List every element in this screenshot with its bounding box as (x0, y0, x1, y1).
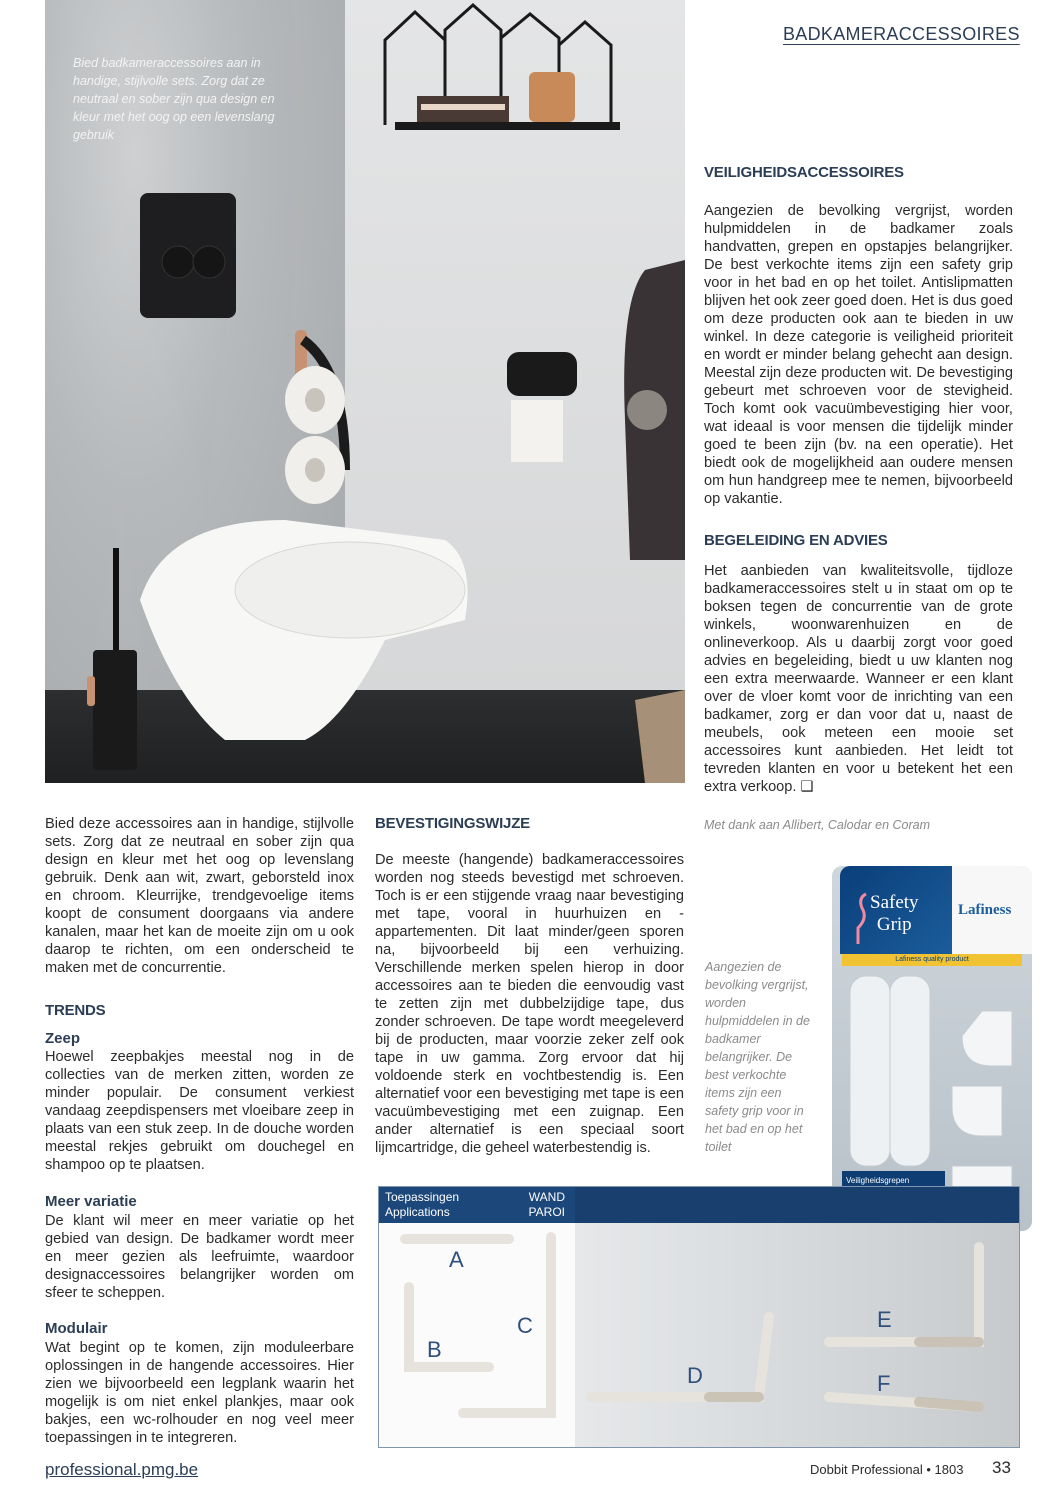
header-wand: WAND (528, 1190, 565, 1204)
bathroom-photo (45, 0, 685, 783)
begeleiding-text: Het aanbieden van kwaliteitsvolle, tijdloze badkameraccessoires stelt u in staat om op te boksen tegen de concurrentie van de grote winkels, woonwarenhuizen en de onlineverkoop. Als u daarbij zorgt voor goed advies en begeleiding, biedt u uw klanten nog een extra meerwaarde. Wanneer er een klant over de vloer komt voor de inrichting van een badkamer, zorg er dan voor dat u, naast de meubels, ook meteen een mooie set accessoires kunt aanbieden. Het leidt tot tevreden klanten en voor u betekent het een extra verkoop. (704, 563, 1013, 795)
veiligheid-heading: VEILIGHEIDSACCESSOIRES (704, 164, 904, 181)
bevestiging-heading: BEVESTIGINGSWIJZE (375, 815, 530, 832)
zeep-text: Hoewel zeepbakjes meestal nog in de collecties van de merken zitten, worden ze minder populair. De consument verkiest vandaag zeepdispensers met vloeibare zeep in plaats van een stuk zeep. In de douche worden meestal rekjes gebruikt om douchegel en shampoo op te plaatsen. (45, 1049, 354, 1173)
header-toepassingen: Toepassingen (385, 1190, 460, 1204)
brand-name: Lafiness (958, 902, 1012, 918)
applications-panel (378, 1186, 1020, 1448)
label-nl: Veiligheidsgrepen (846, 1176, 910, 1185)
header-applications: Applications (385, 1205, 450, 1219)
section-tag: BADKAMERACCESSOIRES (783, 24, 1020, 44)
quality-strip: Lafiness quality product (842, 954, 1022, 966)
letter-a: A (449, 1247, 464, 1272)
letter-c: C (517, 1313, 533, 1338)
photo-caption: Bied badkameraccessoires aan in handige, stijlvolle sets. Zorg dat ze neutraal en sober zijn qua design en kleur met het oog op een levenslang gebruik (73, 56, 275, 142)
safety-grip-product (832, 866, 1032, 1231)
begeleiding-block (704, 562, 1013, 796)
trends-heading: TRENDS (45, 1002, 106, 1019)
letter-d: D (687, 1363, 703, 1388)
grab-bars-illustration (379, 1187, 1019, 1447)
modulair-text: Wat begint op te komen, zijn moduleerbare oplossingen in de hangende accessoires. Hier zien we bijvoorbeeld een legplank waarin het mogelijk is om niet enkel plankjes, maar ook bakjes, een wc-rolhouder en nog veel meer toepassingen in te integreren. (45, 1340, 354, 1446)
variatie-heading: Meer variatie (45, 1193, 137, 1210)
product-name-1: Safety (870, 892, 919, 913)
zeep-heading: Zeep (45, 1030, 81, 1047)
end-mark: ❑ (800, 779, 814, 795)
footer-url[interactable]: professional.pmg.be (45, 1460, 199, 1479)
intro-text: Bied deze accessoires aan in handige, stijlvolle sets. Zorg dat ze neutraal en sober zijn qua design en kleur met het oog op levenslang gebruik. Denk aan wit, zwart, geborsteld inox en chroom. Kleurrijke, trendgevoelige items koopt de consument doorgaans via andere kanalen, maar het kan de moeite zijn om u ook daarop te richten, om een onderscheid te maken met de concurrentie. (45, 816, 354, 976)
letter-f: F (877, 1371, 891, 1396)
begeleiding-heading: BEGELEIDING EN ADVIES (704, 532, 888, 549)
header-paroi: PAROI (528, 1205, 565, 1219)
page-number: 33 (992, 1458, 1011, 1477)
veiligheid-text: Aangezien de bevolking vergrijst, worden hulpmiddelen in de badkamer zoals handvatten, grepen en opstapjes belangrijker. De best verkochte items zijn een safety grip voor in het bad en op het toilet. Antislipmatten blijven het ook zeer goed doen. Het is dus goed om deze producten ook aan te bieden in uw winkel. In deze categorie is veiligheid prioriteit en wordt er minder belang gehecht aan design. Meestal zijn deze producten wit. De bevestiging gebeurt met schroeven voor de stevigheid. Toch komt ook vacuümbevestiging hier voor, wat ideaal is voor mensen die tijdelijk minder goed te been zijn (bv. na een operatie). Het biedt ook de mogelijkheid aan oudere mensen om hun handgreep mee te nemen, bijvoorbeeld op vakantie. (704, 203, 1013, 507)
modulair-heading: Modulair (45, 1320, 108, 1337)
letter-e: E (877, 1307, 892, 1332)
letter-b: B (427, 1337, 442, 1362)
product-name-2: Grip (876, 914, 912, 935)
variatie-text: De klant wil meer en meer variatie op het gebied van design. De badkamer wordt meer en meer gezien als leefruimte, waardoor designaccessoires belangrijker worden om sfeer te scheppen. (45, 1213, 354, 1301)
product-caption: Aangezien de bevolking vergrijst, worden hulpmiddelen in de badkamer belangrijker. De best verkochte items zijn een safety grip voor in het bad en op het toilet (705, 960, 810, 1154)
credits: Met dank aan Allibert, Calodar en Coram (704, 818, 931, 832)
footer-publication: Dobbit Professional • 1803 (810, 1462, 964, 1477)
flamingo-icon (848, 888, 878, 948)
bevestiging-text: De meeste (hangende) badkameraccessoires worden nog steeds bevestigd met schroeven. Toch is er een stijgende vraag naar bevestiging met tape, vooral in huurhuizen en -appartementen. Dit laat minder/geen sporen na, bijvoorbeeld bij een verhuizing. Verschillende merken spelen hierop in door accessoires aan te bieden die eenvoudig vast te zetten zijn met dubbelzijdige tape, dus zonder schroeven. De tape wordt meegeleverd bij de producten, maar voorzie zeker zelf ook tape in uw gamma. Zorg ervoor dat hij voldoende sterk en vochtbestendig is. Een alternatief voor een bevestiging met tape is een vacuümbevestiging met een zuignap. Een ander alternatief is een speciaal soort lijmcartridge, die geheel waterbestendig is. (375, 852, 684, 1156)
